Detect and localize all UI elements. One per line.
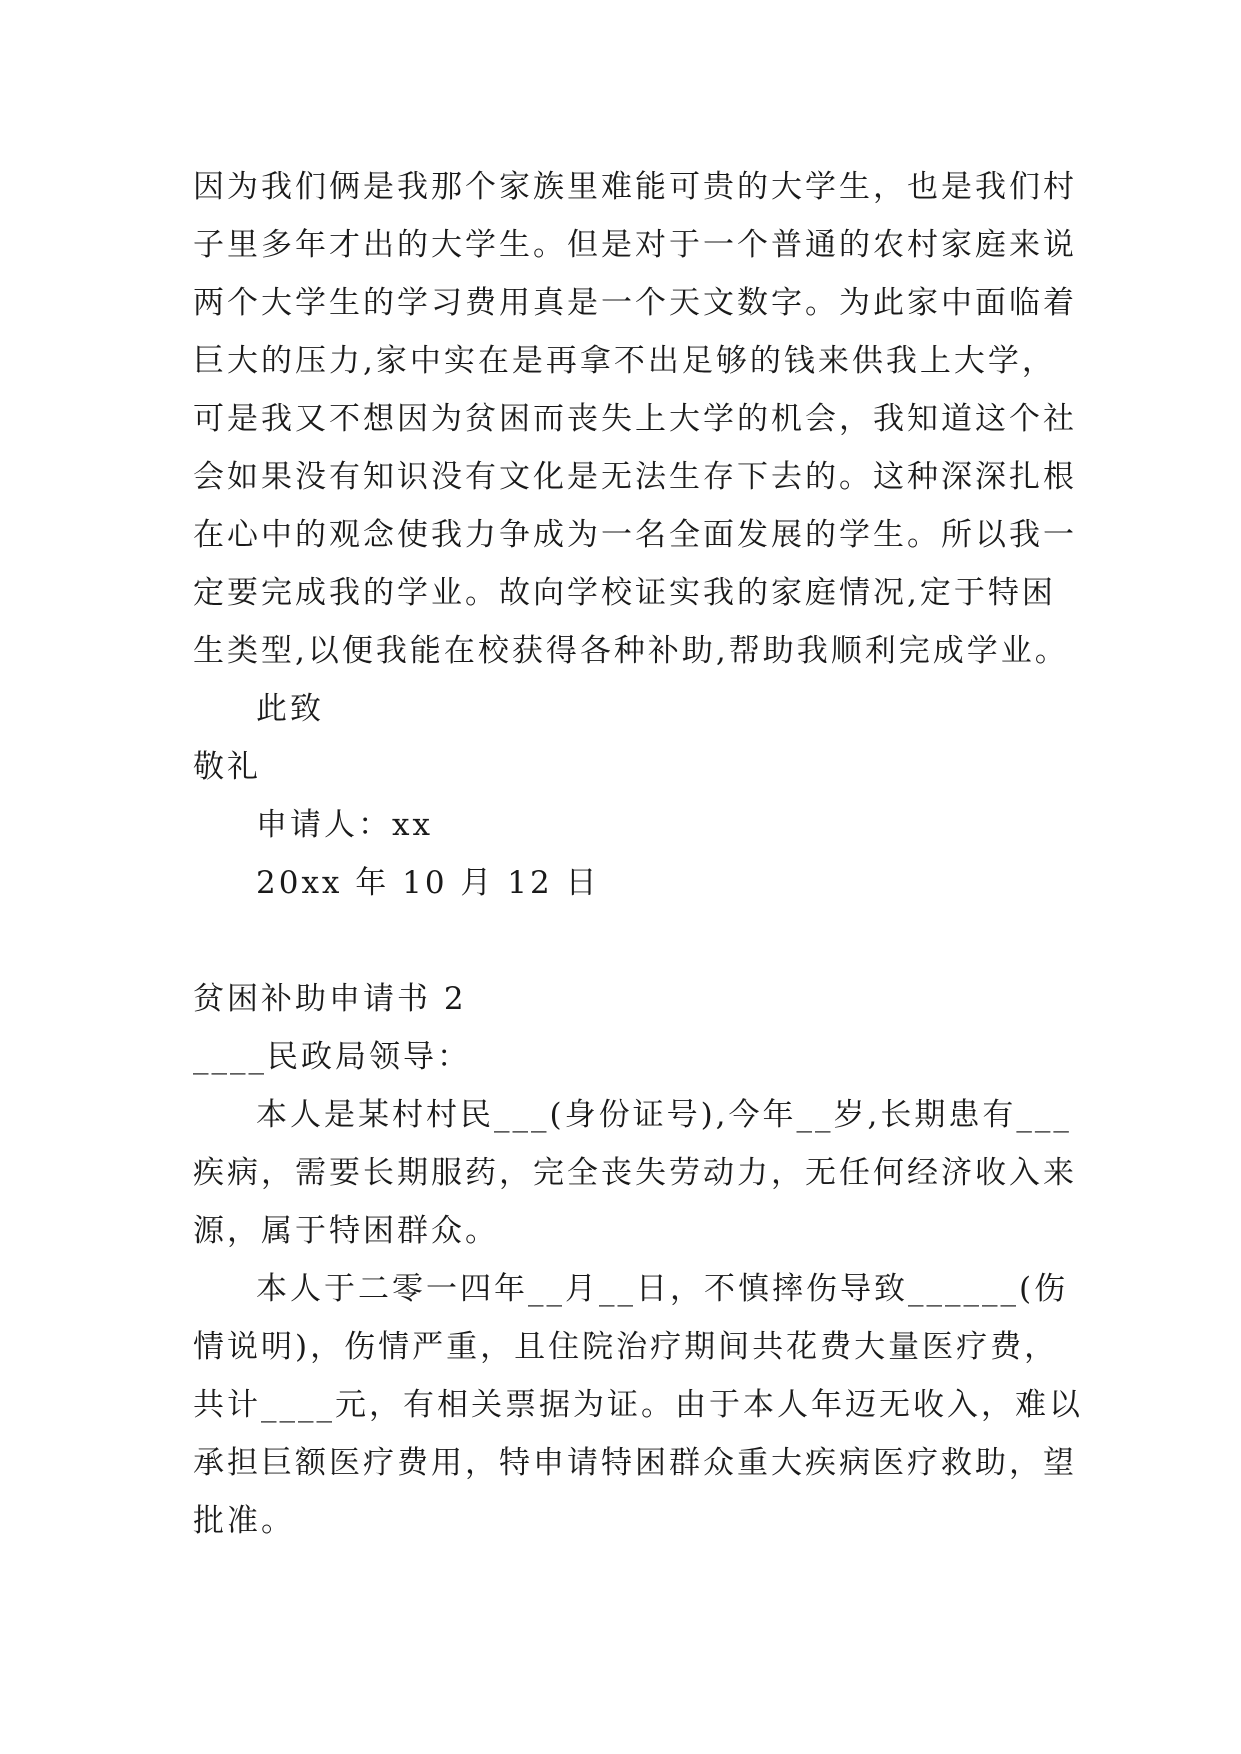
paragraph-line: 子里多年才出的大学生。但是对于一个普通的农村家庭来说 [193, 227, 1077, 263]
closing-salute: 敬礼 [193, 749, 261, 785]
salutation: ____民政局领导： [193, 1039, 471, 1075]
paragraph-line: 承担巨额医疗费用，特申请特困群众重大疾病医疗救助，望 [193, 1445, 1077, 1481]
paragraph-line: 可是我又不想因为贫困而丧失上大学的机会，我知道这个社 [193, 401, 1077, 437]
paragraph-line: 源，属于特困群众。 [193, 1213, 499, 1249]
paragraph-line: 批准。 [193, 1503, 295, 1539]
paragraph-line: 本人是某村村民___(身份证号),今年__岁,长期患有___ [256, 1097, 1072, 1133]
paragraph-line: 在心中的观念使我力争成为一名全面发展的学生。所以我一 [193, 517, 1077, 553]
closing-phrase: 此致 [256, 691, 324, 727]
section-title: 贫困补助申请书 2 [193, 981, 467, 1017]
paragraph-line: 会如果没有知识没有文化是无法生存下去的。这种深深扎根 [193, 459, 1077, 495]
paragraph-line: 两个大学生的学习费用真是一个天文数字。为此家中面临着 [193, 285, 1077, 321]
date-line: 20xx 年 10 月 12 日 [256, 865, 600, 901]
paragraph-line: 疾病，需要长期服药，完全丧失劳动力，无任何经济收入来 [193, 1155, 1077, 1191]
paragraph-line: 本人于二零一四年__月__日，不慎摔伤导致______(伤 [256, 1271, 1069, 1307]
paragraph-line: 巨大的压力,家中实在是再拿不出足够的钱来供我上大学， [193, 343, 1056, 379]
paragraph-line: 定要完成我的学业。故向学校证实我的家庭情况,定于特困 [193, 575, 1056, 611]
paragraph-line: 生类型,以便我能在校获得各种补助,帮助我顺利完成学业。 [193, 633, 1069, 669]
paragraph-line: 因为我们俩是我那个家族里难能可贵的大学生，也是我们村 [193, 169, 1077, 205]
paragraph-line: 共计____元，有相关票据为证。由于本人年迈无收入，难以 [193, 1387, 1083, 1423]
applicant-signature: 申请人：xx [256, 807, 433, 843]
paragraph-line: 情说明)，伤情严重，且住院治疗期间共花费大量医疗费， [193, 1329, 1059, 1365]
